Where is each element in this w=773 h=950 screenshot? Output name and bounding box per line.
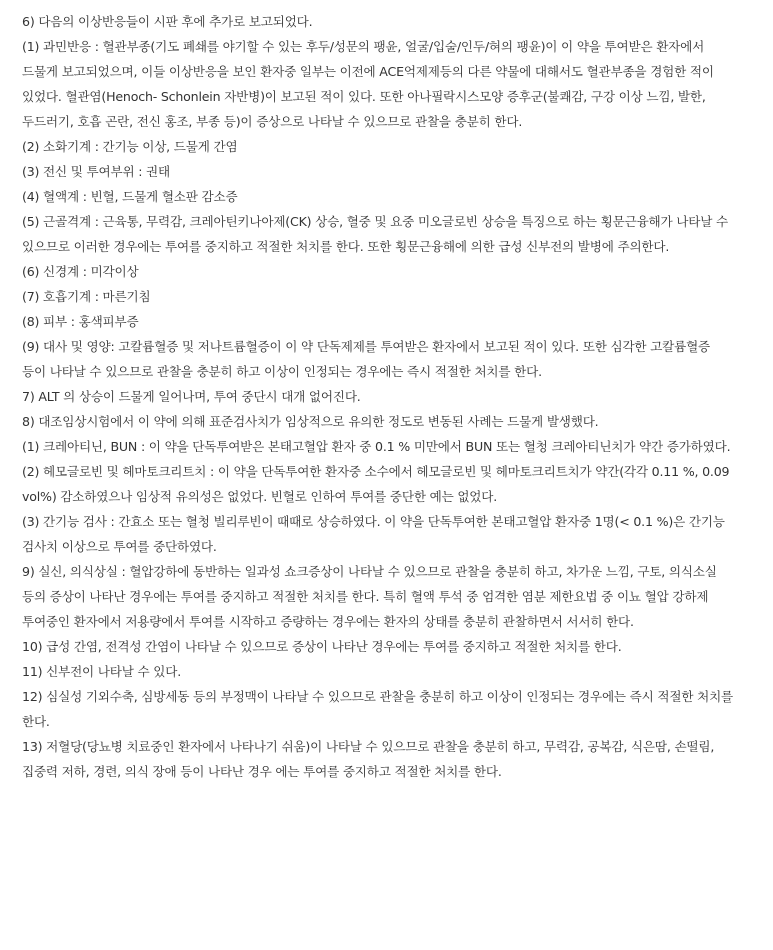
paragraph-10: 10) 급성 간염, 전격성 간염이 나타날 수 있으므로 증상이 나타난 경우에는 투여를 중지하고 적절한 처치를 한다. xyxy=(22,639,622,654)
paragraph-7: 7) ALT 의 상승이 드물게 일어나며, 투여 중단시 대개 없어진다. xyxy=(22,389,361,404)
paragraph-9: 9) 실신, 의식상실 : 혈압강하에 동반하는 일과성 쇼크증상이 나타날 수 있으므로 관찰을 충분히 하고, 차가운 느낌, 구토, 의식소실 등의 증상이 나타난 경우에는 투여를 중지하고 적절한 처치를 한다. 특히 혈액 투석 중 엄격한 염분 제한요법 중 이뇨 혈압 강하제 투여중인 환자에서 저용량에서 투여를 시작하고 증량하는 경우에는 환자의 상태를 충분히 관찰하면서 서서히 한다. xyxy=(22,564,717,629)
paragraph-12: 12) 심실성 기외수축, 심방세동 등의 부정맥이 나타날 수 있으므로 관찰을 충분히 하고 이상이 인정되는 경우에는 즉시 적절한 처치를 한다. xyxy=(22,689,734,729)
paragraph-11: 11) 신부전이 나타날 수 있다. xyxy=(22,664,182,679)
paragraph-6-7-respiratory: (7) 호흡기계 : 마른기침 xyxy=(22,289,151,304)
paragraph-6-2-digestive: (2) 소화기계 : 간기능 이상, 드물게 간염 xyxy=(22,139,238,154)
paragraph-8: 8) 대조임상시험에서 이 약에 의해 표준검사치가 임상적으로 유의한 정도로 변동된 사례는 드물게 발생했다. xyxy=(22,414,599,429)
paragraph-8-1-creatinine: (1) 크레아티닌, BUN : 이 약을 단독투여받은 본태고혈압 환자 중 0.1 % 미만에서 BUN 또는 혈청 크레아티닌치가 약간 증가하였다. xyxy=(22,439,731,454)
paragraph-6-8-skin: (8) 피부 : 홍색피부증 xyxy=(22,314,139,329)
paragraph-6-9-metabolism: (9) 대사 및 영양: 고칼륨혈증 및 저나트륨혈증이 이 약 단독제제를 투여받은 환자에서 보고된 적이 있다. 또한 심각한 고칼륨혈증 등이 나타날 수 있으므로 관찰을 충분히 하고 이상이 인정되는 경우에는 즉시 적절한 처치를 한다. xyxy=(22,339,711,379)
paragraph-13: 13) 저혈당(당뇨병 치료중인 환자에서 나타나기 쉬움)이 나타날 수 있으므로 관찰을 충분히 하고, 무력감, 공복감, 식은땀, 손떨림, 집중력 저하, 경련, 의식 장애 등이 나타난 경우 에는 투여를 중지하고 적절한 처치를 한다. xyxy=(22,739,715,779)
paragraph-6-4-blood: (4) 혈액계 : 빈혈, 드물게 혈소판 감소증 xyxy=(22,189,238,204)
paragraph-6: 6) 다음의 이상반응들이 시판 후에 추가로 보고되었다. xyxy=(22,14,313,29)
paragraph-8-3-liver: (3) 간기능 검사 : 간효소 또는 혈청 빌리루빈이 때때로 상승하였다. 이 약을 단독투여한 본태고혈압 환자중 1명(< 0.1 %)은 간기능 검사치 이상으로 투여를 중단하였다. xyxy=(22,514,725,554)
paragraph-8-2-hemoglobin: (2) 헤모글로빈 및 헤마토크리트치 : 이 약을 단독투여한 환자중 소수에서 헤모글로빈 및 헤마토크리트치가 약간(각각 0.11 %, 0.09 vol%) 감소하였으나 임상적 유의성은 없었다. 빈혈로 인하여 투여를 중단한 예는 없었다. xyxy=(22,464,730,504)
paragraph-6-3-systemic: (3) 전신 및 투여부위 : 권태 xyxy=(22,164,170,179)
paragraph-6-5-musculoskeletal: (5) 근골격계 : 근육통, 무력감, 크레아틴키나아제(CK) 상승, 혈중 및 요중 미오글로빈 상승을 특징으로 하는 횡문근융해가 나타날 수 있으므로 이러한 경우에는 투여를 중지하고 적절한 처치를 한다. 또한 횡문근융해에 의한 급성 신부전의 발병에 주의한다. xyxy=(22,214,728,254)
paragraph-6-1-hypersensitivity: (1) 과민반응 : 혈관부종(기도 폐쇄를 야기할 수 있는 후두/성문의 팽윤, 얼굴/입술/인두/혀의 팽윤)이 이 약을 투여받은 환자에서 드물게 보고되었으며, 이들 이상반응을 보인 환자중 일부는 이전에 ACE억제제등의 다른 약물에 대해서도 혈관부종을 경험한 적이 있었다. 혈관염(Henoch- Schonlein 자반병)이 보고된 적이 있다. 또한 아나필락시스모양 증후군(불쾌감, 구강 이상 느낌, 발한, 두드러기, 호흡 곤란, 전신 홍조, 부종 등)이 증상으로 나타날 수 있으므로 관찰을 충분히 한다. xyxy=(22,39,714,129)
paragraph-6-6-nervous: (6) 신경계 : 미각이상 xyxy=(22,264,139,279)
